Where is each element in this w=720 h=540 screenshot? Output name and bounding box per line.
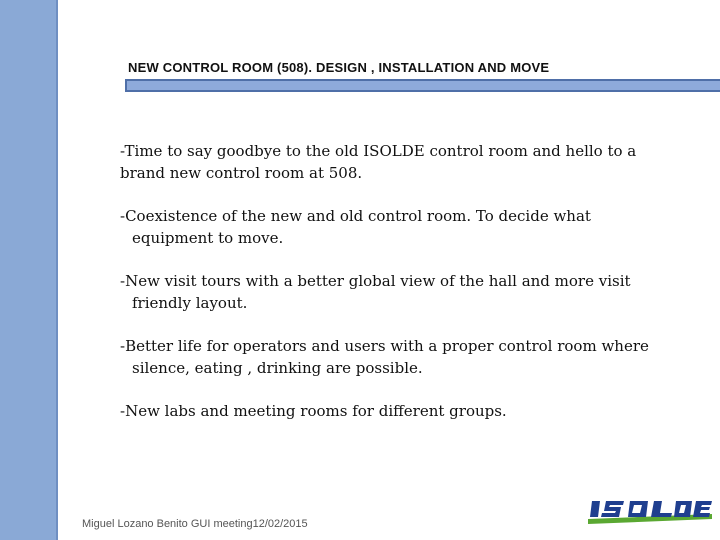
- bullet-line: -Better life for operators and users with a proper control room where: [120, 337, 649, 355]
- bullet-list: [120, 141, 680, 445]
- bullet-item: [120, 401, 680, 423]
- slide-footer: Miguel Lozano Benito GUI meeting12/02/2015: [82, 518, 308, 530]
- bullet-line: friendly layout.: [132, 293, 248, 312]
- bullet-item: [120, 336, 680, 379]
- bullet-line: -Coexistence of the new and old control room. To decide what: [120, 207, 591, 225]
- title-underline-bar: [125, 79, 720, 92]
- bullet-line: equipment to move.: [132, 228, 284, 247]
- left-decorative-band: [0, 0, 58, 540]
- bullet-line: -New labs and meeting rooms for different groups.: [120, 402, 507, 420]
- bullet-item: [120, 141, 680, 184]
- bullet-line: -New visit tours with a better global view of the hall and more visit: [120, 272, 631, 290]
- isolde-logo: [588, 497, 712, 525]
- bullet-line: -Time to say goodbye to the old ISOLDE control room and hello to a: [120, 142, 637, 160]
- slide-title: NEW CONTROL ROOM (508). DESIGN , INSTALLATION AND MOVE: [128, 60, 550, 75]
- bullet-item: [120, 271, 680, 314]
- bullet-line: brand new control room at 508.: [120, 163, 363, 182]
- bullet-item: [120, 206, 680, 249]
- bullet-line: silence, eating , drinking are possible.: [132, 358, 423, 377]
